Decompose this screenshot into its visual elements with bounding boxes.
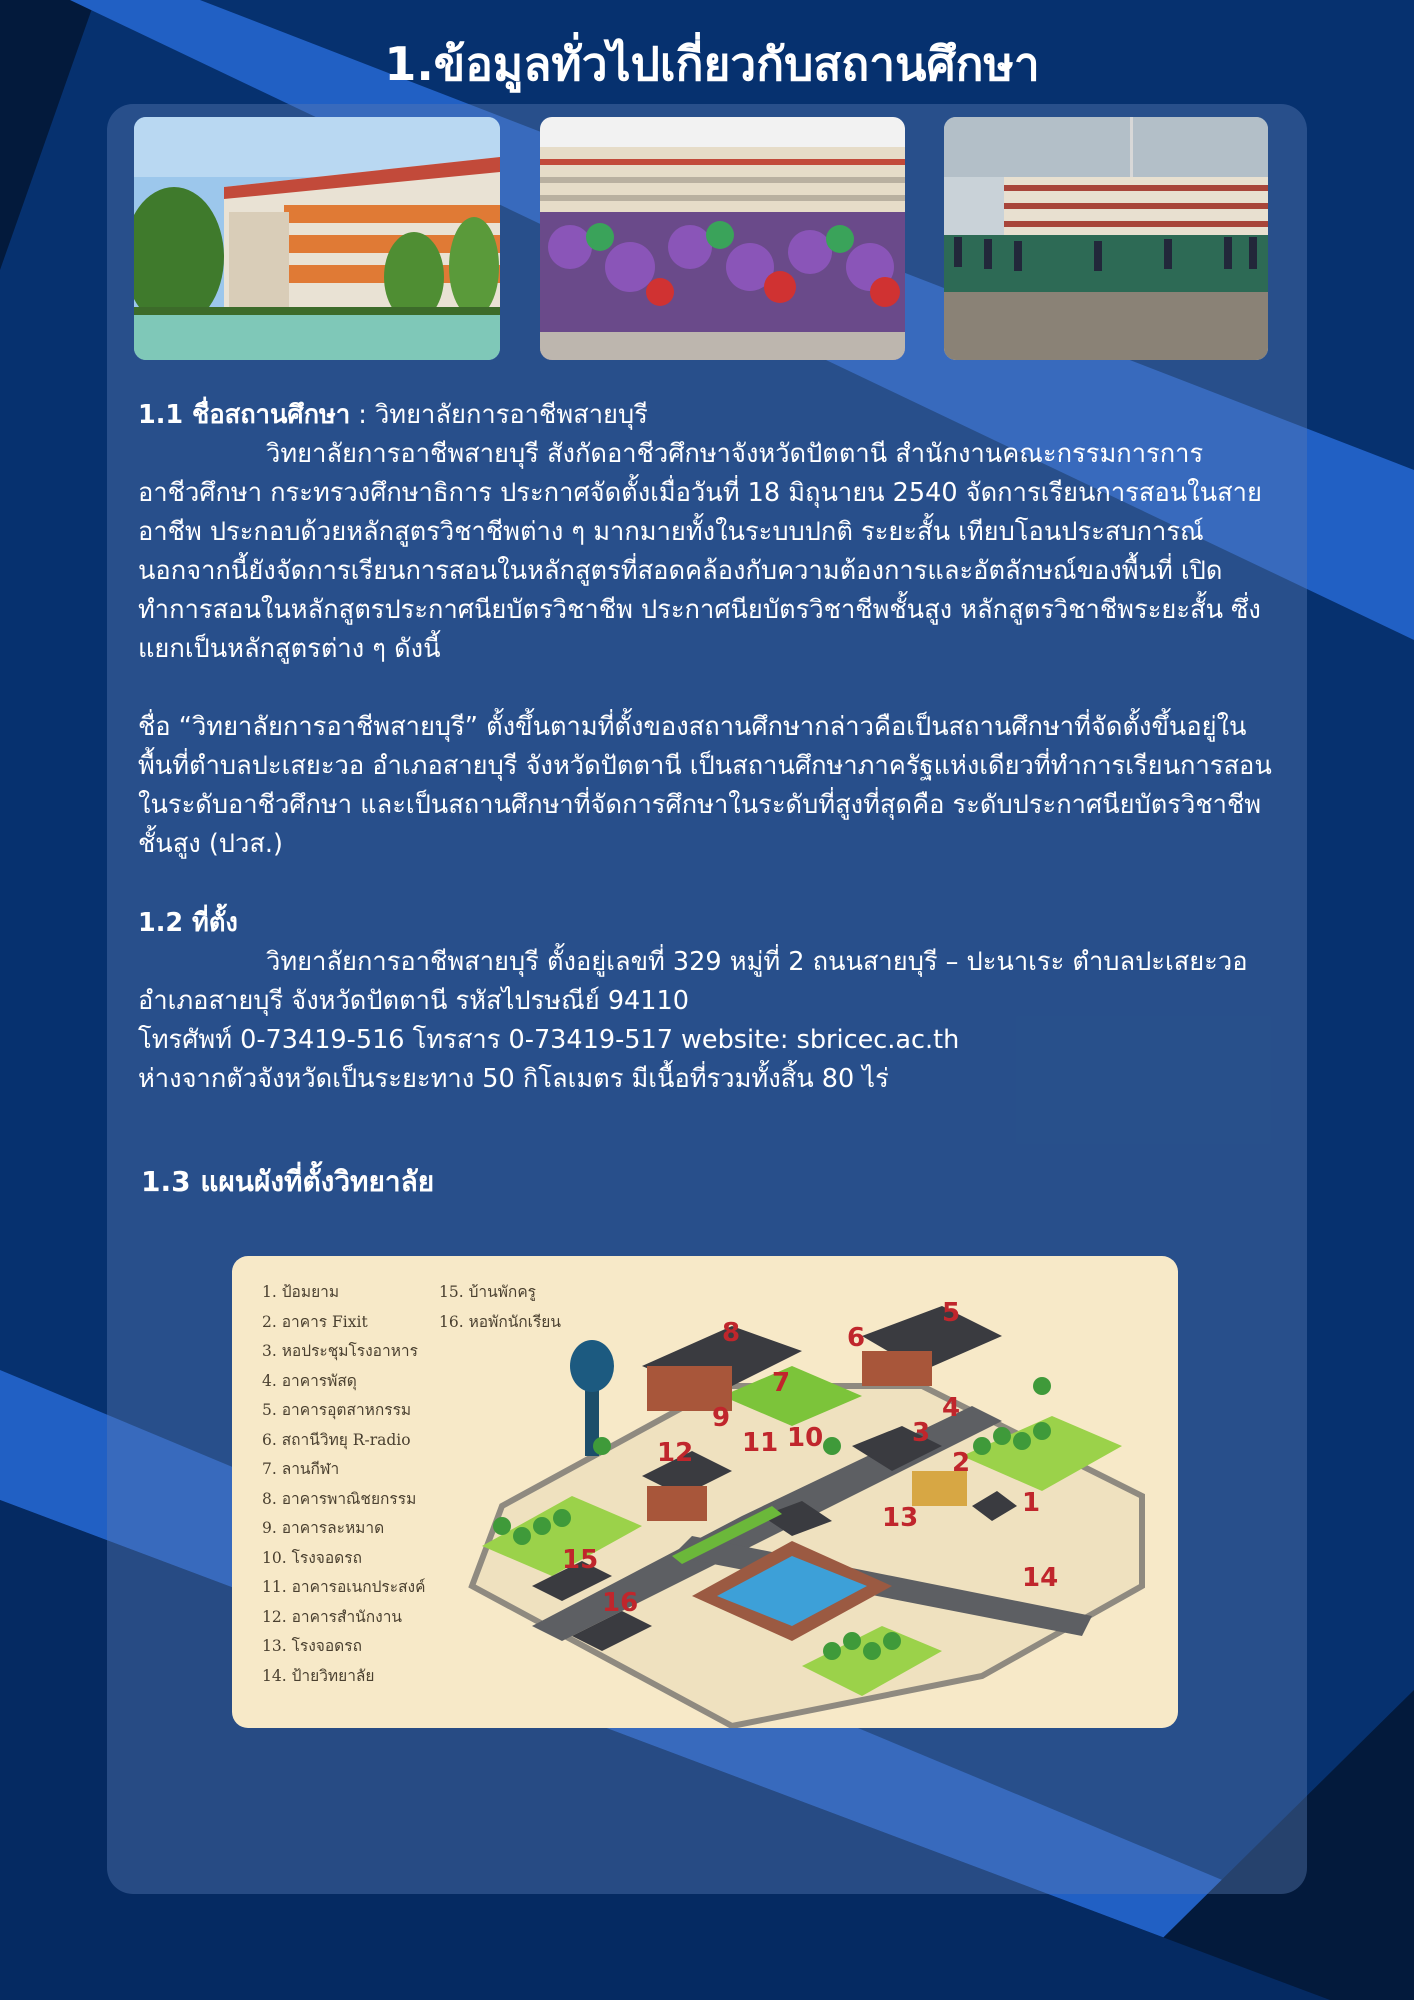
map-legend-item: 4. อาคารพัสดุ <box>262 1371 357 1390</box>
map-legend-item: 3. หอประชุมโรงอาหาร <box>262 1342 418 1360</box>
map-legend-item: 5. อาคารอุตสาหกรรม <box>262 1401 412 1419</box>
svg-text:7: 7 <box>772 1368 791 1398</box>
map-legend-item: 12. อาคารสำนักงาน <box>262 1607 402 1626</box>
campus-map <box>232 1256 1178 1728</box>
svg-text:13: 13 <box>882 1503 919 1533</box>
map-legend-item: 8. อาคารพาณิชยกรรม <box>262 1489 417 1508</box>
map-legend-item: 13. โรงจอดรถ <box>262 1637 362 1655</box>
svg-text:12: 12 <box>657 1438 694 1468</box>
map-legend-item: 6. สถานีวิทยุ R-radio <box>262 1430 411 1449</box>
map-legend-item: 2. อาคาร Fixit <box>262 1312 368 1331</box>
svg-text:8: 8 <box>722 1318 741 1348</box>
svg-text:9: 9 <box>712 1403 731 1433</box>
map-legend-item: 15. บ้านพักครู <box>439 1283 537 1301</box>
svg-text:14: 14 <box>1022 1563 1059 1593</box>
school-history-paragraph: วิทยาลัยการอาชีพสายบุรี สังกัดอาชีวศึกษาจังหวัดปัตตานี สำนักงานคณะกรรมการการอาชีวศึกษา กระทรวงศึกษาธิการ ประกาศจัดตั้งเมื่อวันที่ 18 มิถุนายน 2540 จัดการเรียนการสอนในสายอาชีพ ประกอบด้วยหลักสูตรวิชาชีพต่าง ๆ มากมายทั้งในระบบปกติ ระยะสั้น เทียบโอนประสบการณ์ นอกจากนี้ยังจัดการเรียนการสอนในหลักสูตรที่สอดคล้องกับความต้องการและอัตลักษณ์ของพื้นที่ เปิดทำการสอนในหลักสูตรประกาศนียบัตรวิชาชีพ ประกาศนียบัตรวิชาชีพชั้นสูง หลักสูตรวิชาชีพระยะสั้น ซึ่งแยกเป็นหลักสูตรต่าง ๆ ดังนี้ <box>138 439 1262 664</box>
section-location <box>138 904 1278 1099</box>
students-group-photo <box>540 117 905 360</box>
section-school-name-origin <box>138 708 1278 864</box>
map-legend-column-1 <box>262 1278 425 1691</box>
svg-text:2: 2 <box>952 1448 971 1478</box>
school-name-origin-paragraph: ชื่อ “วิทยาลัยการอาชีพสายบุรี” ตั้งขึ้นตามที่ตั้งของสถานศึกษากล่าวคือเป็นสถานศึกษาที่จัดตั้งขึ้นอยู่ในพื้นที่ตำบลปะเสยะวอ อำเภอสายบุรี จังหวัดปัตตานี เป็นสถานศึกษาภาครัฐแห่งเดียวที่ทำการเรียนการสอนในระดับอาชีวศึกษา และเป็นสถานศึกษาที่จัดการศึกษาในระดับที่สูงที่สุดคือ ระดับประกาศนียบัตรวิชาชีพชั้นสูง (ปวส.) <box>138 712 1272 859</box>
map-legend-item: 16. หอพักนักเรียน <box>439 1312 561 1331</box>
campus-map-illustration <box>442 1256 1178 1728</box>
section-heading-school-name: 1.1 ชื่อสถานศึกษา <box>138 400 351 430</box>
svg-text:1: 1 <box>1022 1488 1041 1518</box>
morning-assembly-photo <box>944 117 1268 360</box>
svg-text:3: 3 <box>912 1418 931 1448</box>
map-legend-item: 11. อาคารอเนกประสงค์ <box>262 1578 426 1596</box>
section-heading-campus-map: 1.3 แผนผังที่ตั้งวิทยาลัย <box>141 1165 435 1198</box>
map-legend-item: 10. โรงจอดรถ <box>262 1548 362 1567</box>
campus-building-photo <box>134 117 500 360</box>
svg-text:6: 6 <box>847 1323 866 1353</box>
school-name-value: : วิทยาลัยการอาชีพสายบุรี <box>350 400 648 430</box>
svg-text:10: 10 <box>787 1423 824 1453</box>
svg-text:11: 11 <box>742 1428 779 1458</box>
svg-text:4: 4 <box>942 1393 961 1423</box>
section-school-name <box>138 396 1278 669</box>
svg-text:5: 5 <box>942 1298 961 1328</box>
address-paragraph: วิทยาลัยการอาชีพสายบุรี ตั้งอยู่เลขที่ 329 หมู่ที่ 2 ถนนสายบุรี – ปะนาเระ ตำบลปะเสยะวอ อำเภอสายบุรี จังหวัดปัตตานี รหัสไปรษณีย์ 94110 <box>138 947 1248 1016</box>
svg-text:16: 16 <box>602 1588 639 1618</box>
section-heading-location: 1.2 ที่ตั้ง <box>138 908 238 938</box>
map-legend-item: 14. ป้ายวิทยาลัย <box>262 1666 375 1685</box>
map-legend-item: 9. อาคารละหมาด <box>262 1519 385 1537</box>
map-legend-item: 7. ลานกีฬา <box>262 1460 340 1478</box>
page-title: 1.ข้อมูลทั่วไปเกี่ยวกับสถานศึกษา <box>384 37 1040 91</box>
contact-info: โทรศัพท์ 0-73419-516 โทรสาร 0-73419-517 website: sbricec.ac.th <box>138 1025 960 1055</box>
distance-info: ห่างจากตัวจังหวัดเป็นระยะทาง 50 กิโลเมตร มีเนื้อที่รวมทั้งสิ้น 80 ไร่ <box>138 1064 889 1094</box>
map-legend-item: 1. ป้อมยาม <box>262 1283 340 1301</box>
svg-text:15: 15 <box>562 1545 599 1575</box>
